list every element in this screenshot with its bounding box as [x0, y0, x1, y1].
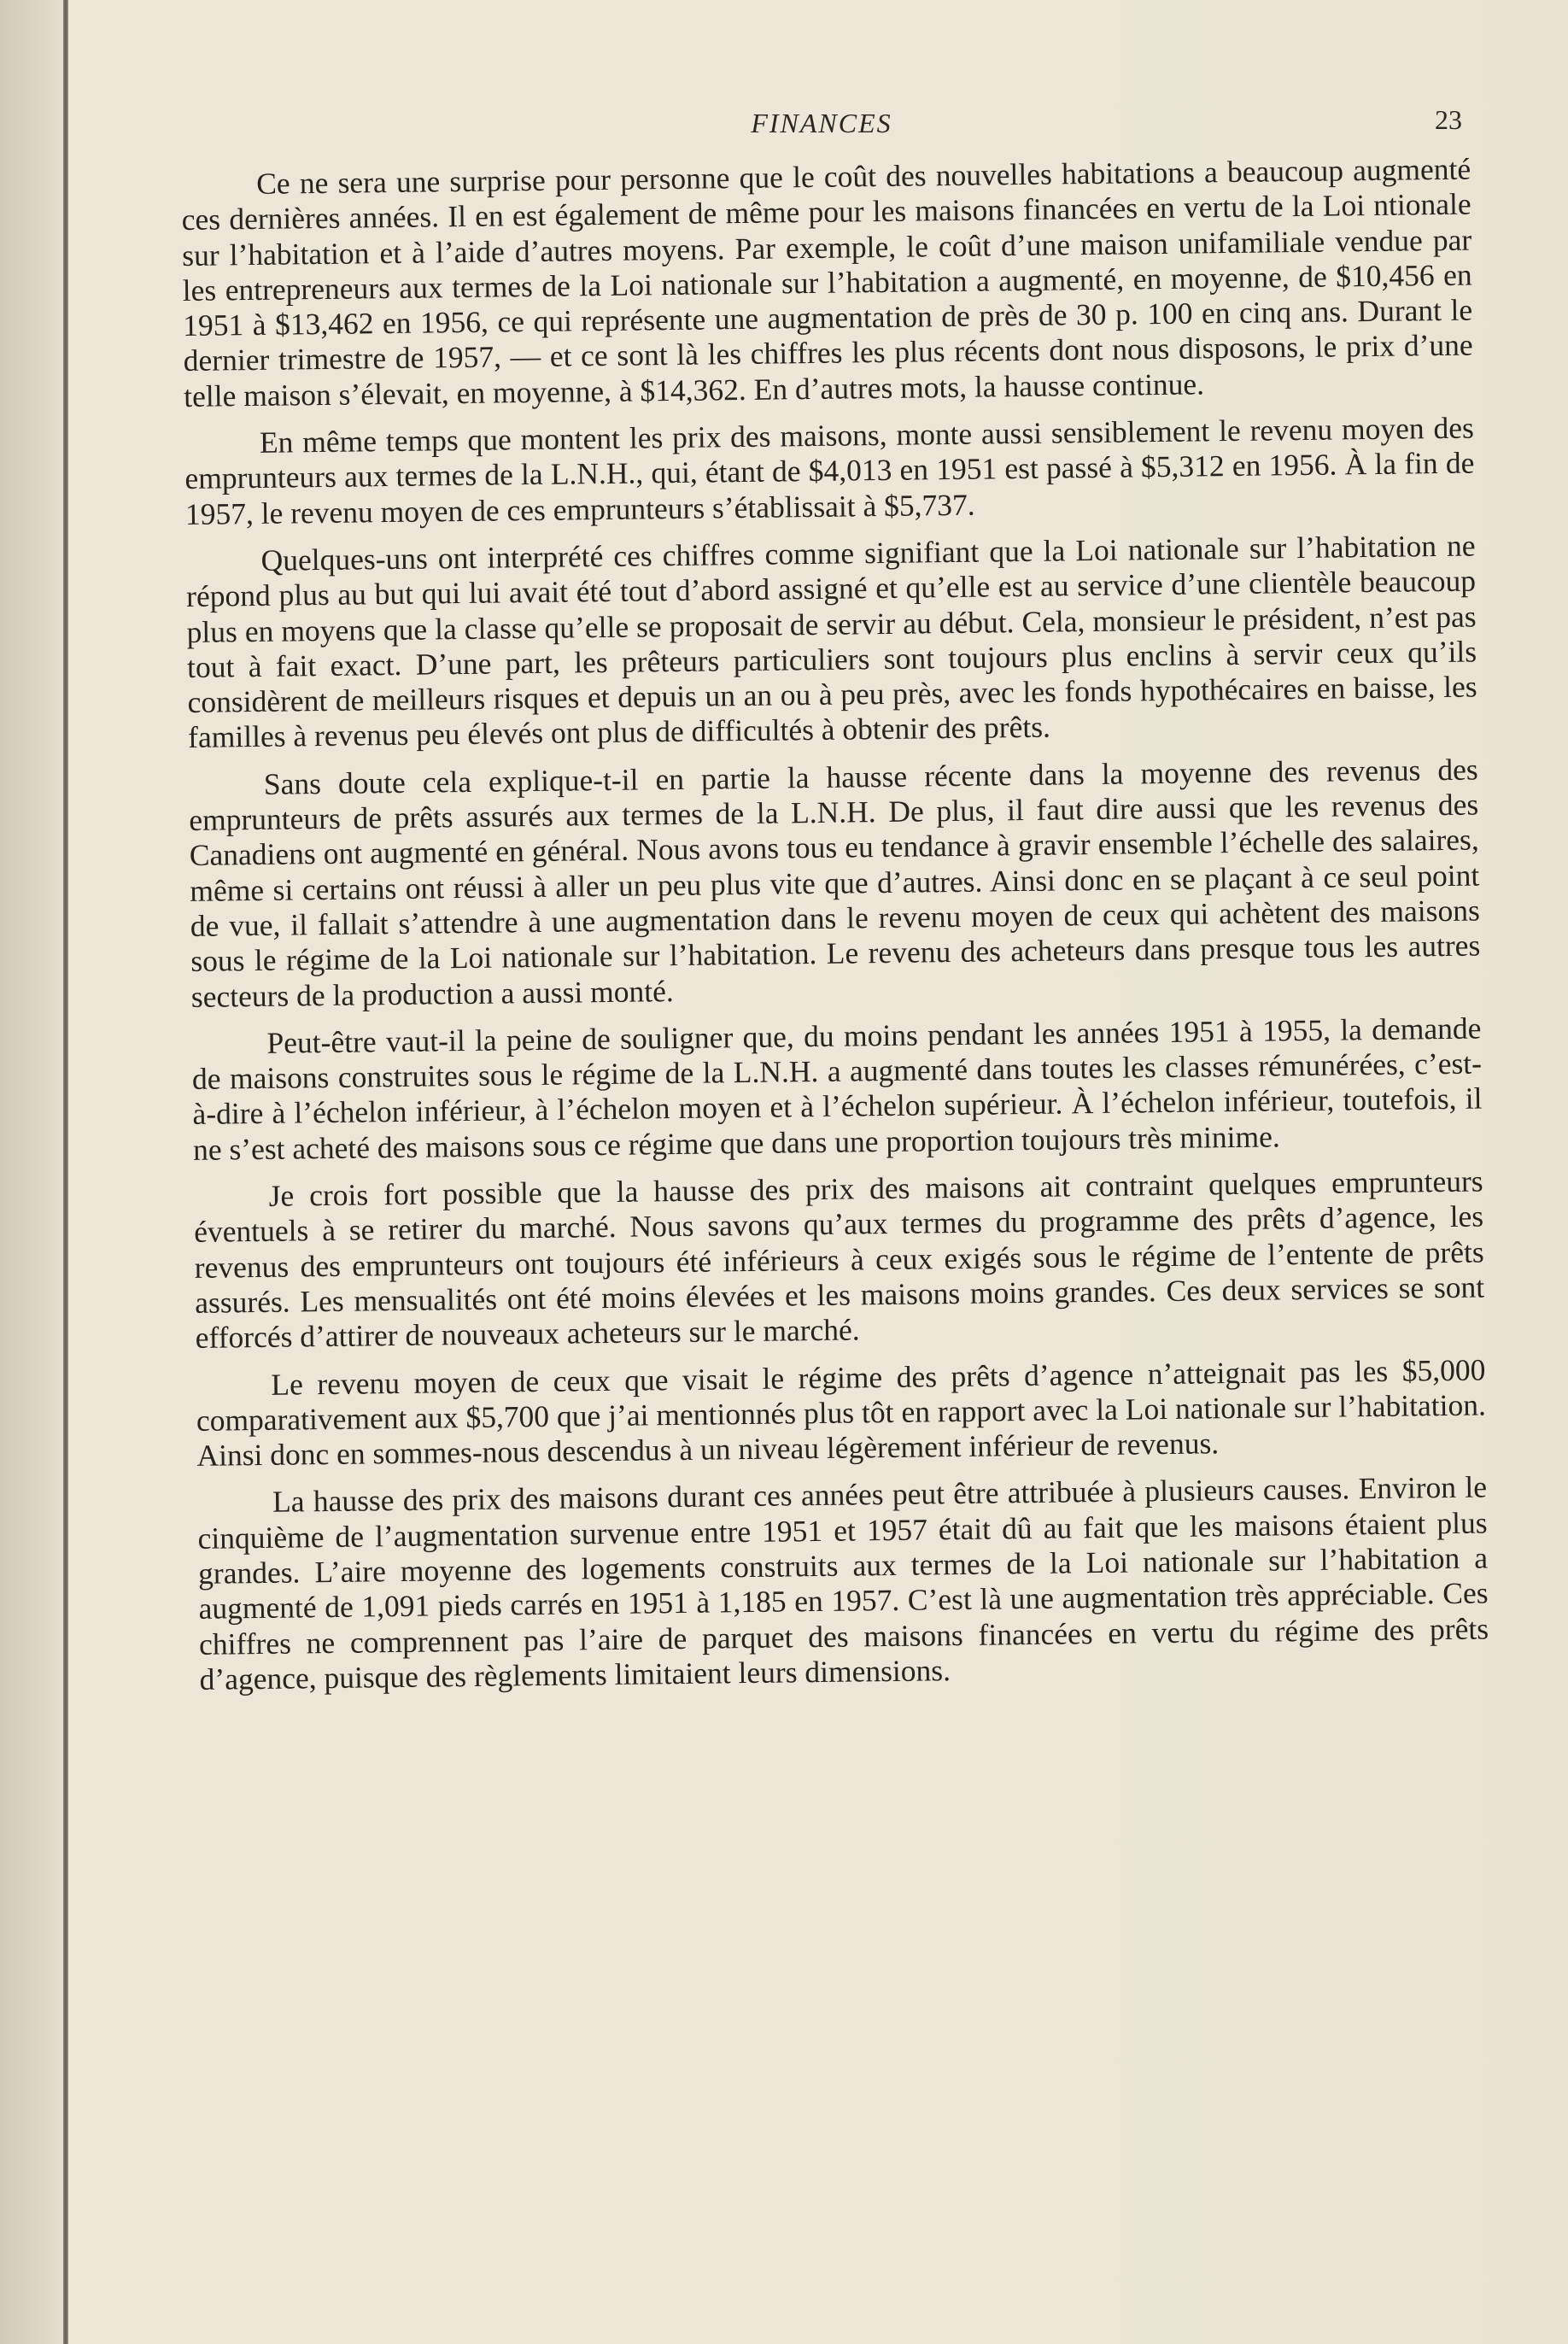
- paragraph: En même temps que montent les prix des maisons, monte aussi sensiblement le revenu moyen des emprunteurs aux termes de la L.N.H., qui, étant de $4,013 en 1951 est passé à $5,312 en 1956. À la fin de 1957, le revenu moyen de ces emprunteurs s’établissait à $5,737.: [184, 410, 1475, 531]
- paragraph: Je crois fort possible que la hausse des prix des maisons ait contraint quelques emprunteurs éventuels à se retirer du marché. Nous savons qu’aux termes du programme des prêts d’agence, les revenus des emprunteurs ont toujours été inférieurs à ceux exigés sous le régime de l’entente de prêts assurés. Les mensualités ont été moins élevées et les maisons moins grandes. Ces deux services se sont efforcés d’attirer de nouveaux acheteurs sur le marché.: [193, 1163, 1485, 1356]
- running-head: [181, 104, 1462, 155]
- paragraph: La hausse des prix des maisons durant ces années peut être attribuée à plusieurs causes. Environ le cinquième de l’augmentation survenue entre 1951 et 1957 était dû au fait que les maisons étaient plus grandes. L’aire moyenne des logements construits aux termes de la Loi nationale sur l’habitation a augmenté de 1,091 pieds carrés en 1951 à 1,185 en 1957. C’est là une augmentation très appréciable. Ces chiffres ne comprennent pas l’aire de parquet des maisons financées en vertu du régime des prêts d’agence, puisque des règlements limitaient leurs dimensions.: [197, 1469, 1489, 1696]
- running-title: FINANCES: [751, 108, 892, 138]
- paragraph: Quelques-uns ont interprété ces chiffres comme signifiant que la Loi nationale sur l’habitation ne répond plus au but qui lui avait été tout d’abord assigné et qu’elle est au service d’une clientèle beaucoup plus en moyens que la classe qu’elle se proposait de servir au début. Cela, monsieur le président, n’est pas tout à fait exact. D’une part, les prêteurs particuliers sont toujours plus enclins à servir ceux qu’ils considèrent de meilleurs risques et depuis un an ou à peu près, avec les fonds hypothécaires en baisse, les familles à revenus peu élevés ont plus de difficultés à obtenir des prêts.: [185, 528, 1477, 755]
- paragraph: Ce ne sera une surprise pour personne que le coût des nouvelles habitations a beaucoup augmenté ces dernières années. Il en est également de même pour les maisons financées en vertu de la Loi ntionale sur l’habitation et à l’aide d’autres moyens. Par exemple, le coût d’une maison unifamiliale vendue par les entrepreneurs aux termes de la Loi nationale sur l’habitation a augmenté, en moyenne, de $10,456 en 1951 à $13,462 en 1956, ce qui représente une augmentation de près de 30 p. 100 en cinq ans. Durant le dernier trimestre de 1957, — et ce sont là les chiffres les plus récents dont nous disposons, le prix d’une telle maison s’élevait, en moyenne, à $14,362. En d’autres mots, la hausse continue.: [181, 151, 1473, 413]
- body-text: [181, 152, 1489, 1709]
- binding-edge: [63, 0, 68, 2344]
- paragraph: Le revenu moyen de ceux que visait le régime des prêts d’agence n’atteignait pas les $5,000 comparativement aux $5,700 que j’ai mentionnés plus tôt en rapport avec la Loi nationale sur l’habitation. Ainsi donc en sommes-nous descendus à un niveau légèrement inférieur de revenus.: [196, 1351, 1487, 1473]
- binding-shadow: [0, 0, 63, 2344]
- page-number: 23: [1435, 104, 1462, 135]
- paragraph: Peut-être vaut-il la peine de souligner que, du moins pendant les années 1951 à 1955, la demande de maisons construites sous le régime de la L.N.H. a augmenté dans toutes les classes rémunérées, c’est-à-dire à l’échelon inférieur, à l’échelon moyen et à l’échelon supérieur. À l’échelon inférieur, toutefois, il ne s’est acheté des maisons sous ce régime que dans une proportion toujours très minime.: [191, 1011, 1483, 1167]
- paragraph: Sans doute cela explique-t-il en partie la hausse récente dans la moyenne des revenus des emprunteurs de prêts assurés aux termes de la L.N.H. De plus, il faut dire aussi que les revenus des Canadiens ont augmenté en général. Nous avons tous eu tendance à gravir ensemble l’échelle des salaires, même si certains ont réussi à aller un peu plus vite que d’autres. Ainsi donc en se plaçant à ce seul point de vue, il fallait s’attendre à une augmentation dans le revenu moyen de ceux qui achètent des maisons sous le régime de la Loi nationale sur l’habitation. Le revenu des acheteurs dans presque tous les autres secteurs de la production a aussi monté.: [189, 752, 1481, 1014]
